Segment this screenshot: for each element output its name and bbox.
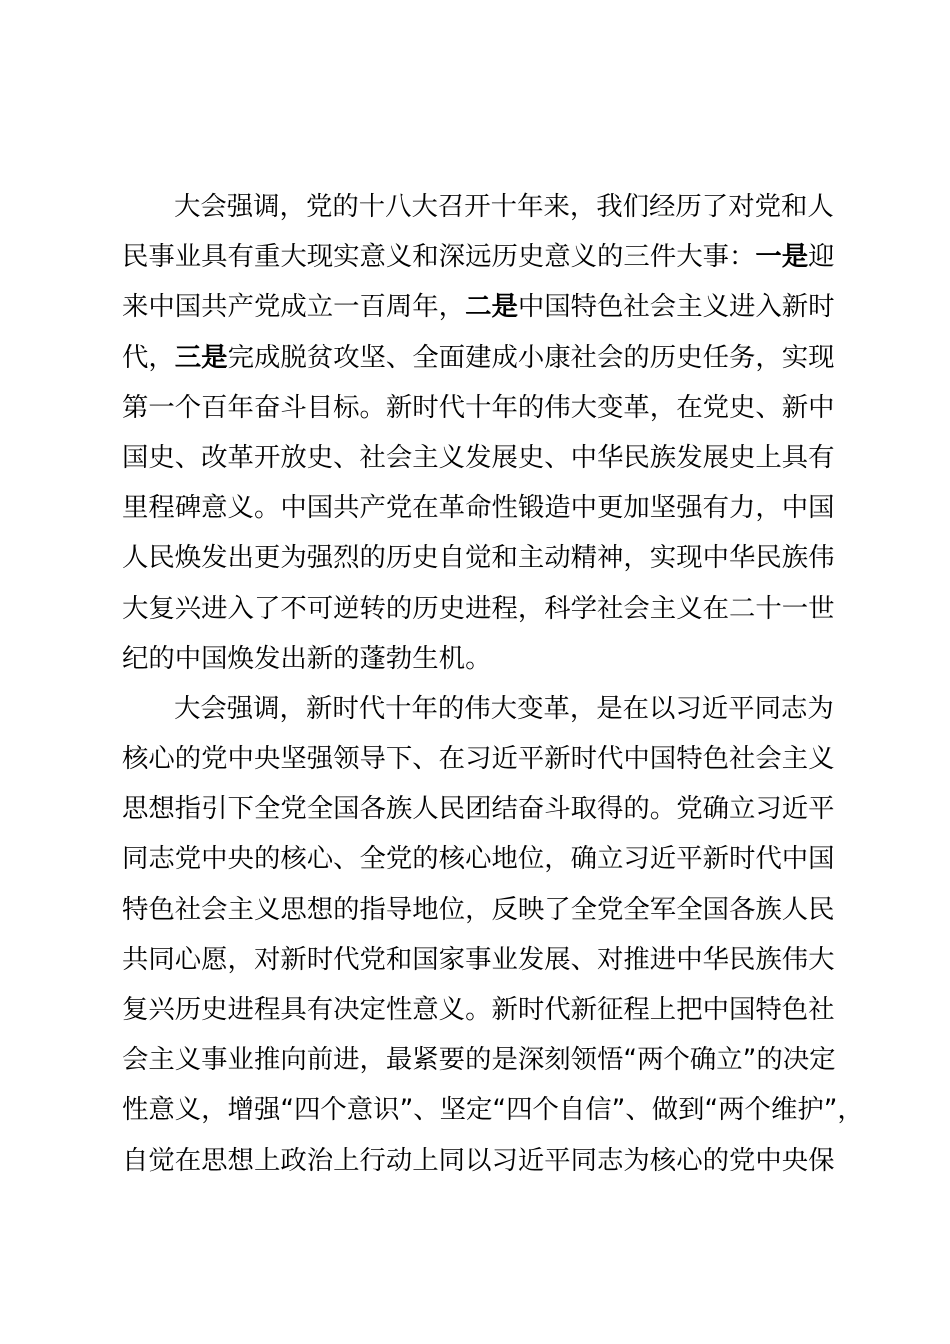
text-line: 里程碑意义。中国共产党在革命性锻造中更加坚强有力，中国 <box>122 492 835 524</box>
bold-enumeration: 二是 <box>465 291 518 323</box>
text-line: 民事业具有重大现实意义和深远历史意义的三件大事：一是迎 <box>122 241 835 273</box>
text-line: 人民焕发出更为强烈的历史自觉和主动精神，实现中华民族伟 <box>122 542 835 574</box>
bold-enumeration: 三是 <box>174 341 228 373</box>
text-line: 自觉在思想上政治上行动上同以习近平同志为核心的党中央保 <box>122 1144 835 1176</box>
text-line: 代，三是完成脱贫攻坚、全面建成小康社会的历史任务，实现 <box>122 341 835 373</box>
paragraph-1 <box>122 182 835 684</box>
text-line: 特色社会主义思想的指导地位，反映了全党全军全国各族人民 <box>122 893 835 925</box>
text-line: 大会强调，党的十八大召开十年来，我们经历了对党和人 <box>174 191 834 222</box>
bold-enumeration: 一是 <box>755 241 809 273</box>
text-line: 大复兴进入了不可逆转的历史进程，科学社会主义在二十一世 <box>122 592 835 624</box>
text-line: 国史、改革开放史、社会主义发展史、中华民族发展史上具有 <box>122 441 835 473</box>
paragraph-2 <box>122 684 864 1186</box>
document-body <box>122 182 864 1186</box>
text-line: 核心的党中央坚强领导下、在习近平新时代中国特色社会主义 <box>122 743 835 775</box>
text-line: 共同心愿，对新时代党和国家事业发展、对推进中华民族伟大 <box>122 943 835 975</box>
text-line: 复兴历史进程具有决定性意义。新时代新征程上把中国特色社 <box>122 994 835 1025</box>
text-line: 性意义，增强“四个意识”、坚定“四个自信”、做到“两个维护”， <box>122 1094 864 1126</box>
text-line: 思想指引下全党全国各族人民团结奋斗取得的。党确立习近平 <box>122 793 835 825</box>
text-line: 来中国共产党成立一百周年，二是中国特色社会主义进入新时 <box>122 291 835 323</box>
text-line: 同志党中央的核心、全党的核心地位，确立习近平新时代中国 <box>122 843 835 875</box>
text-line: 大会强调，新时代十年的伟大变革，是在以习近平同志为 <box>174 692 834 724</box>
text-line: 会主义事业推向前进，最紧要的是深刻领悟“两个确立”的决定 <box>122 1044 836 1076</box>
text-line: 纪的中国焕发出新的蓬勃生机。 <box>122 642 492 674</box>
text-line: 第一个百年奋斗目标。新时代十年的伟大变革，在党史、新中 <box>122 391 835 423</box>
